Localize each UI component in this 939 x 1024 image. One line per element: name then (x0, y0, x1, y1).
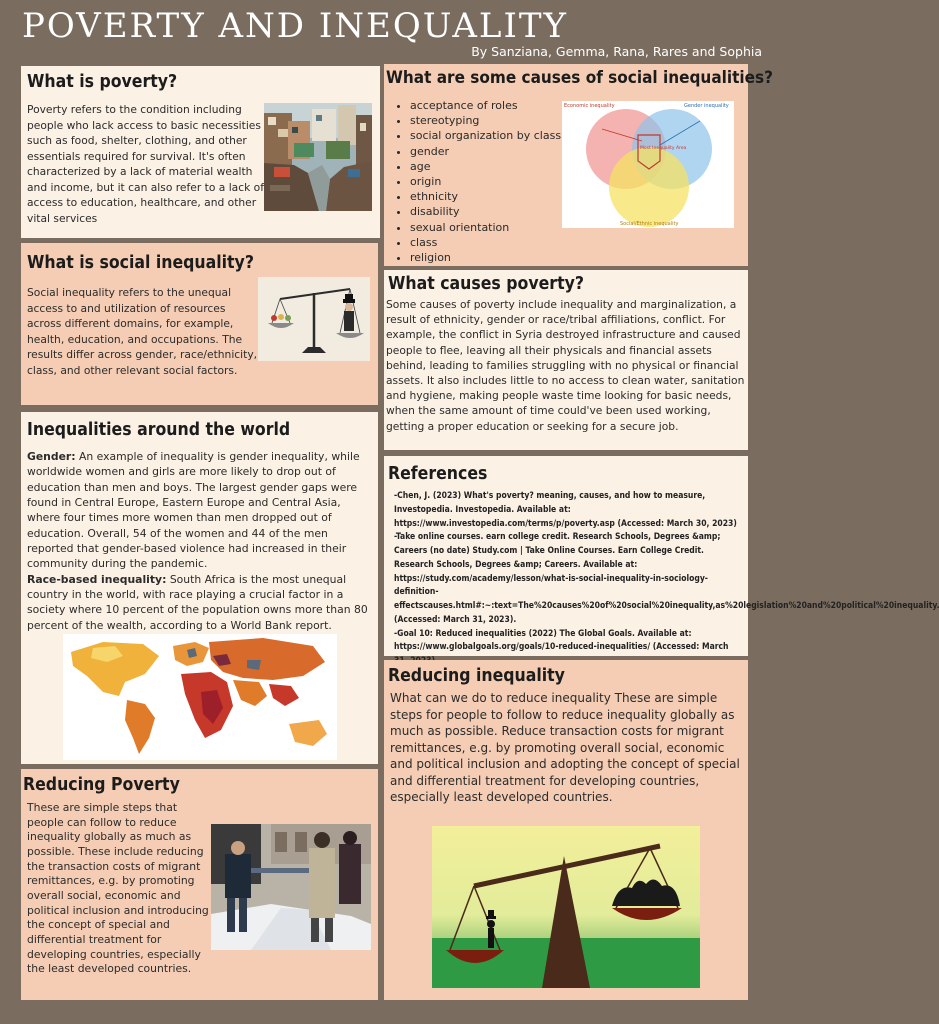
reducing-poverty-heading: Reducing Poverty (23, 775, 180, 795)
what-is-poverty-body: Poverty refers to the condition including people who lack access to basic necessities such as food, shelter, clothing, and other essentials required for survival. It's often characterized by a lack of material wealth and income, but it can also refer to a lack of access to education, healthcare, and other vital services (27, 103, 264, 225)
justice-scale-illustration (258, 277, 370, 361)
slum-photo (264, 103, 372, 211)
venn-label-social: Social/Ethnic inequality (620, 221, 679, 227)
reference-item: -Chen, J. (2023) What's poverty? meaning, causes, and how to measure, Investopedia. Investopedia. Available at: https://www.investopedia.com/terms/p/poverty.asp (Accessed: March 30, 2023) (394, 491, 737, 529)
cause-item: • acceptance of roles (410, 98, 570, 113)
references-panel (384, 456, 939, 656)
cause-item: • sexual orientation (410, 220, 570, 235)
inequality-venn-diagram (562, 101, 734, 228)
what-causes-poverty-panel (384, 270, 748, 450)
reducing-inequality-body: What can we do to reduce inequality These are simple steps for people to follow to reduce inequality globally as much as possible. Reduce transaction costs for migrant remittances, e.g. by promoting overall social, economic and political inclusion and adopting the concept of special and differential treatment for developing countries, especially least developed countries. (390, 691, 740, 805)
what-is-poverty-panel (21, 66, 380, 238)
what-is-social-inequality-heading: What is social inequality? (27, 253, 254, 273)
inequalities-world-panel (21, 412, 378, 764)
reference-item: -Goal 10: Reduced inequalities (2022) The Global Goals. Available at: https://www.globalgoals.org/goals/10-reduced-inequalities/ (Accessed: March (394, 628, 729, 653)
inequality-scale-illustration (432, 826, 700, 988)
venn-label-economic: Economic inequality (564, 103, 615, 109)
cause-item: • religion (410, 250, 570, 265)
what-is-social-inequality-panel (21, 243, 378, 405)
inequalities-world-heading: Inequalities around the world (27, 420, 291, 440)
inequalities-world-body (27, 449, 374, 633)
cause-item: • gender (410, 144, 570, 159)
what-causes-poverty-body: Some causes of poverty include inequality and marginalization, a result of ethnicity, gender or race/tribal affiliations, conflict. For example, the conflict in Syria destroyed infrastructure and caused people to flee, leaving all their physicals and financial assets behind, leading to families struggling with no physical or financial assets. It also includes little to no access to clean water, sanitation and hygiene, making people waste time looking for basic needs, when the same amount of time could've been used working, getting a proper education or seeking for a secure job. (386, 298, 745, 433)
poster-title: POVERTY AND INEQUALITY (22, 6, 568, 46)
gender-body: An example of inequality is gender inequality, while worldwide women and girls are more likely to drop out of education than men and boys. The largest gender gaps were found in Central Europe, Eastern Europe and Central Asia, where four times more women than men dropped out of education. Overall, 54 of the women and 44 of the men reported that gender-based violence had increased in their community during the pandemic. (27, 450, 360, 571)
causes-social-inequalities-heading: What are some causes of social inequalities? (386, 68, 774, 88)
reducing-poverty-panel (21, 769, 378, 1000)
cause-item: • class (410, 235, 570, 250)
references-heading: References (388, 464, 488, 484)
venn-label-gender: Gender inequality (684, 103, 729, 109)
food-donation-photo (211, 824, 371, 950)
cause-item: • ethnicity (410, 189, 570, 204)
what-is-social-inequality-body: Social inequality refers to the unequal access to and utilization of resources across different domains, for example, health, education, and occupations. The results differ across gender, race/ethnicity, class, and other relevant social factors. (27, 286, 258, 377)
world-inequality-map (63, 634, 337, 760)
cause-item: • stereotyping (410, 113, 570, 128)
reducing-inequality-heading: Reducing inequality (388, 666, 565, 686)
gender-label: Gender: (27, 450, 76, 463)
what-causes-poverty-heading: What causes poverty? (388, 274, 585, 294)
cause-item: • disability (410, 204, 570, 219)
causes-social-inequalities-panel (384, 64, 774, 266)
causes-list (390, 98, 570, 265)
references-list (394, 490, 939, 669)
race-label: Race-based inequality: (27, 572, 167, 586)
what-is-poverty-heading: What is poverty? (27, 72, 178, 92)
reducing-inequality-panel (384, 660, 748, 1000)
cause-item: • origin (410, 174, 570, 189)
cause-item: • social organization by class (410, 128, 570, 143)
reference-item: -Take online courses. earn college credit. Research Schools, Degrees &amp; Careers (no date) Study.com | Take Online Courses. Earn College Credit. Research Schools, Degrees &amp; Careers. Available at: https://study.com/academy/lesson/what-is-social-inequality-in-sociology-definition-effectscauses.html#:~:text=The%20causes%20of%20social%20inequality,as%20legislation%20and%20political%20inequality. (Accessed: March 31, 2023). (394, 532, 939, 625)
race-body: South Africa is the most unequal country in the world, with race playing a crucial factor in a society where 10 percent of the population owns more than 80 percent of the wealth, according to a World Bank report. (27, 572, 368, 632)
reducing-poverty-body: These are simple steps that people can follow to reduce inequality globally as much as possible. These include reducing the transaction costs of migrant remittances, e.g. by promoting overall social, economic and political inclusion and introducing the concept of special and differential treatment for developing countries, especially the least developed countries. (27, 801, 209, 976)
venn-label-center: Most Inequality Area (640, 146, 687, 151)
poster-authors: By Sanziana, Gemma, Rana, Rares and Sophia (471, 44, 762, 59)
cause-item: • age (410, 159, 570, 174)
